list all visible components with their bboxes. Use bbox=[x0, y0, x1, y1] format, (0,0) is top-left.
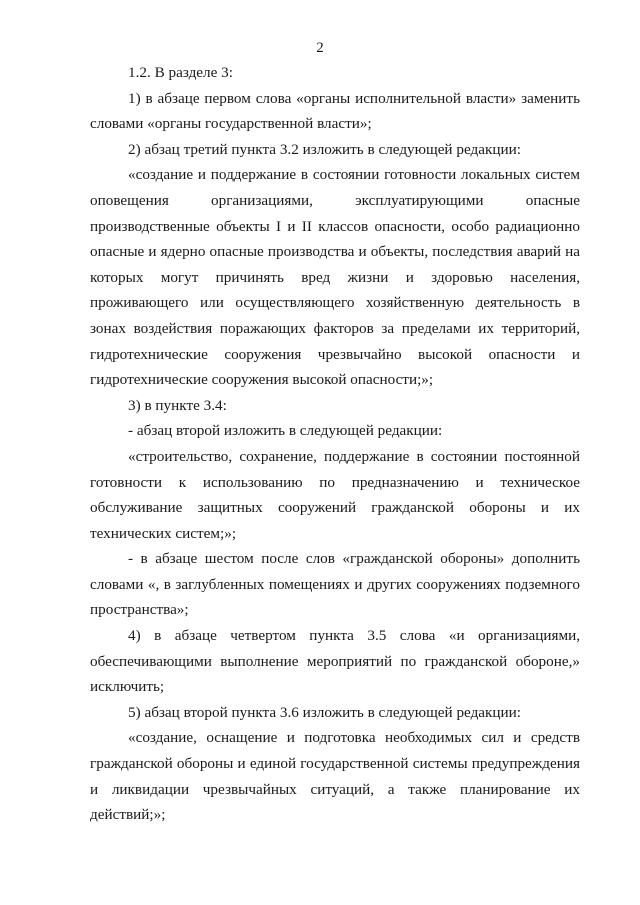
paragraph-section-heading: 1.2. В разделе 3: bbox=[128, 64, 233, 81]
paragraph-item-4: 4) в абзаце четвертом пункта 3.5 слова «и организациями, обеспечивающими выполнение мероприятий по гражданской обороне,» исключить; bbox=[90, 627, 580, 696]
paragraph-subitem-2: - в абзаце шестом после слов «гражданской обороны» дополнить словами «, в заглубленных помещениях и других сооружениях подземного пространства»; bbox=[90, 550, 580, 619]
paragraph-subitem-1: - абзац второй изложить в следующей редакции: bbox=[128, 422, 443, 440]
paragraph-quote-3-2: «создание и поддержание в состоянии готовности локальных систем оповещения организациями, эксплуатирующими опасные производственные объекты I и II классов опасности, особо радиационно опасные и ядерно опасные производства и объекты, последствия аварий на которых могут причинять вред жизни и здоровью населения, проживающего или осуществляющего хозяйственную деятельность в зонах воздействия поражающих факторов за пределами их территорий, гидротехнические сооружения чрезвычайно высокой опасности и гидротехнические сооружения высокой опасности;»; bbox=[90, 166, 580, 389]
paragraph-item-2: 2) абзац третий пункта 3.2 изложить в следующей редакции: bbox=[128, 140, 521, 158]
paragraph-item-1: 1) в абзаце первом слова «органы исполнительной власти» заменить словами «органы государственной власти»; bbox=[90, 89, 580, 133]
document-body bbox=[90, 60, 580, 828]
paragraph-item-5: 5) абзац второй пункта 3.6 изложить в следующей редакции: bbox=[128, 703, 522, 721]
paragraph-quote-3-6: «создание, оснащение и подготовка необходимых сил и средств гражданской обороны и единой государственной системы предупреждения и ликвидации чрезвычайных ситуаций, а также планирование их действий;»; bbox=[90, 729, 580, 824]
paragraph-item-3: 3) в пункте 3.4: bbox=[128, 396, 227, 414]
paragraph-quote-3-4: «строительство, сохранение, поддержание в состоянии постоянной готовности к использованию по предназначению и техническое обслуживание защитных сооружений гражданской обороны и их технических систем;»; bbox=[90, 447, 580, 542]
page-number: 2 bbox=[316, 40, 324, 56]
